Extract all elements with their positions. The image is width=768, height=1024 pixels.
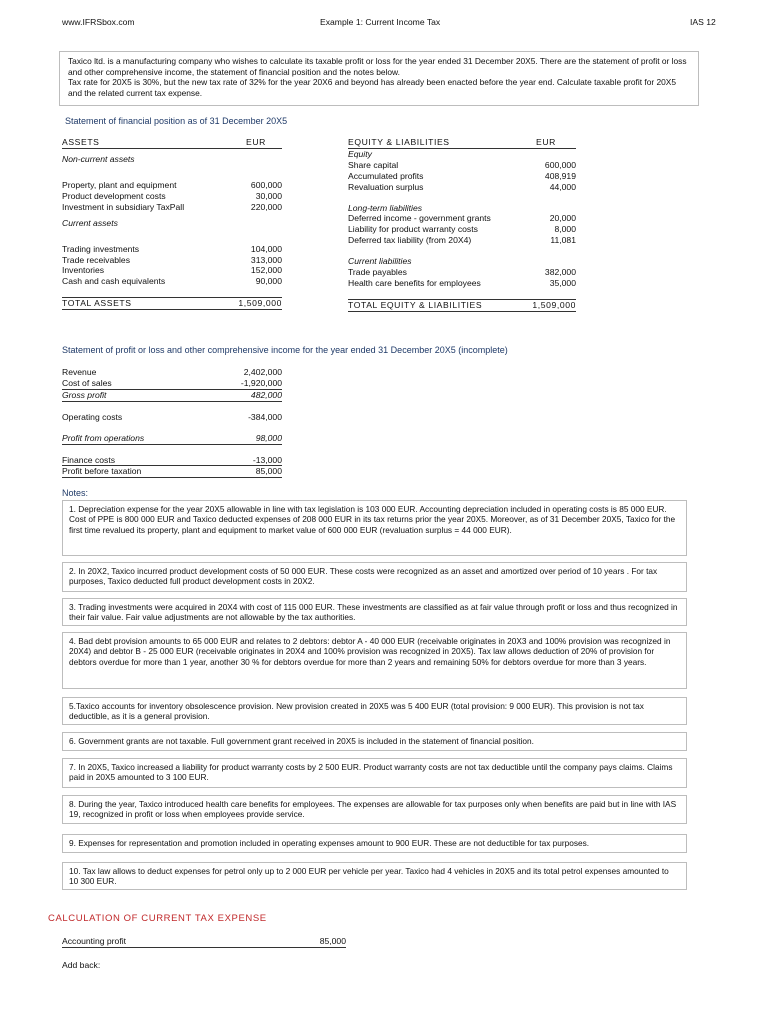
table-row: Deferred income - government grants 20,000 bbox=[348, 213, 576, 224]
equity-label: Equity bbox=[348, 148, 372, 159]
current-assets-label: Current assets bbox=[62, 217, 118, 228]
table-row: Investment in subsidiary TaxPall 220,000 bbox=[62, 201, 282, 212]
total-equity-liabilities-row: TOTAL EQUITY & LIABILITIES 1,509,000 bbox=[348, 299, 576, 310]
table-row: Cash and cash equivalents 90,000 bbox=[62, 276, 282, 287]
table-row: Deferred tax liability (from 20X4) 11,081 bbox=[348, 235, 576, 246]
table-row: Property, plant and equipment 600,000 bbox=[62, 179, 282, 190]
table-row: Revenue 2,402,000 bbox=[62, 367, 282, 377]
intro-text-tax-rate: Tax rate for 20X5 is 30%, but the new tax rate of 32% for the year 20X6 and beyond has already been enacted before the year end. Calculate taxable profit for 20X5 and the related current tax expense. bbox=[68, 77, 677, 98]
liabilities-table bbox=[348, 137, 576, 312]
accounting-profit-label: Accounting profit bbox=[62, 936, 127, 946]
pl-title: Statement of profit or loss and other comprehensive income for the year ended 31 December 20X5 (incomplete) bbox=[62, 345, 508, 355]
table-row: Share capital 600,000 bbox=[348, 159, 576, 170]
table-row: Accumulated profits 408,919 bbox=[348, 170, 576, 181]
table-row: Trade receivables 313,000 bbox=[62, 254, 282, 265]
intro-text: Taxico ltd. is a manufacturing company who wishes to calculate its taxable profit or loss for the year ended 31 December 20X5. There are the statement of profit or loss and other comprehensive income, the statement of financial position and the notes below. bbox=[68, 56, 687, 77]
assets-currency: EUR bbox=[222, 137, 282, 148]
liabilities-header: EQUITY & LIABILITIES bbox=[348, 137, 520, 148]
pl-table bbox=[62, 367, 282, 478]
note-10: 10. Tax law allows to deduct expenses for petrol only up to 2 000 EUR per vehicle per year. Taxico had 4 vehicles in 20X5 and its total petrol expenses amounted to 10 300 EUR. bbox=[62, 862, 687, 890]
table-row: Cost of sales -1,920,000 bbox=[62, 377, 282, 388]
profit-from-operations-row: Profit from operations 98,000 bbox=[62, 432, 282, 443]
current-liabilities-label: Current liabilities bbox=[348, 256, 412, 267]
standard-label: IAS 12 bbox=[690, 17, 716, 27]
assets-header-row bbox=[62, 137, 282, 148]
long-term-liabilities-label: Long-term liabilities bbox=[348, 202, 423, 213]
site-url: www.IFRSbox.com bbox=[62, 17, 135, 27]
total-assets-row: TOTAL ASSETS 1,509,000 bbox=[62, 298, 282, 309]
liabilities-currency: EUR bbox=[520, 137, 576, 148]
note-7: 7. In 20X5, Taxico increased a liability for product warranty costs by 2 500 EUR. Product warranty costs are not tax deductible until the company pays claims. Claims paid in 20X5 amounted to 3 100 EUR. bbox=[62, 758, 687, 788]
table-row: Revaluation surplus 44,000 bbox=[348, 181, 576, 192]
sfp-title: Statement of financial position as of 31 December 20X5 bbox=[65, 116, 288, 126]
table-row: Trade payables 382,000 bbox=[348, 267, 576, 278]
note-6: 6. Government grants are not taxable. Full government grant received in 20X5 is included in the statement of financial position. bbox=[62, 732, 687, 751]
table-row: Finance costs -13,000 bbox=[62, 454, 282, 465]
table-row: Health care benefits for employees 35,000 bbox=[348, 277, 576, 288]
notes-label: Notes: bbox=[62, 488, 89, 498]
accounting-profit-value: 85,000 bbox=[319, 936, 346, 946]
intro-box bbox=[59, 51, 699, 106]
note-4: 4. Bad debt provision amounts to 65 000 EUR and relates to 2 debtors: debtor A - 40 000 EUR (receivable originates in 20X3 and 100% provision was recognized in 20X4) and debtor B - 25 000 EUR (receivable originates in 20X4 and 100% provision was recognized in 20X5). Tax law allows deduction of 20% of provision for debtors overdue for more than 1 year, another 30 % for debtors overdue for more than 2 years and remaining 50% for debtors overdue for more than 3 years. bbox=[62, 632, 687, 689]
accounting-profit-row bbox=[62, 936, 346, 948]
profit-before-taxation-row: Profit before taxation 85,000 bbox=[62, 466, 282, 477]
note-3: 3. Trading investments were acquired in 20X4 with cost of 115 000 EUR. These investments are classified as at fair value through profit or loss and thus recognized in their fair value. Fair value adjustments are not allowable by the tax authorities. bbox=[62, 598, 687, 626]
assets-table bbox=[62, 137, 282, 310]
note-2: 2. In 20X2, Taxico incurred product development costs of 50 000 EUR. These costs were recognized as an asset and amortized over period of 10 years . For tax purposes, Taxico deducted full product development costs in 20X2. bbox=[62, 562, 687, 592]
gross-profit-row: Gross profit 482,000 bbox=[62, 389, 282, 400]
table-row: Inventories 152,000 bbox=[62, 265, 282, 276]
add-back-label: Add back: bbox=[62, 960, 101, 970]
table-row: Product development costs 30,000 bbox=[62, 190, 282, 201]
table-row: Liability for product warranty costs 8,000 bbox=[348, 224, 576, 235]
table-row: Operating costs -384,000 bbox=[62, 411, 282, 422]
note-5: 5.Taxico accounts for inventory obsolescence provision. New provision created in 20X5 was 5 400 EUR (total provision: 9 000 EUR). This provision is not tax deductible, as it is a general provision. bbox=[62, 697, 687, 725]
noncurrent-assets-label: Non-current assets bbox=[62, 153, 135, 164]
liabilities-header-row bbox=[348, 137, 576, 148]
assets-header: ASSETS bbox=[62, 137, 222, 148]
page-title: Example 1: Current Income Tax bbox=[320, 17, 441, 27]
note-9: 9. Expenses for representation and promotion included in operating expenses amount to 900 EUR. These are not deductible for tax purposes. bbox=[62, 834, 687, 853]
note-1: 1. Depreciation expense for the year 20X5 allowable in line with tax legislation is 103 000 EUR. Accounting depreciation included in operating costs is 85 000 EUR. Cost of PPE is 800 000 EUR and Taxico deducted expenses of 208 000 EUR in its tax returns prior the year 20X5. Moreover, as of 31 December 20X5, Taxico for the first time revalued its property, plant and equipment to market value of 600 000 EUR (revaluation surplus = 44 000 EUR). bbox=[62, 500, 687, 556]
note-8: 8. During the year, Taxico introduced health care benefits for employees. The expenses are allowable for tax purposes only when benefits are paid but in line with IAS 19, recognized in profit or loss when employees provide service. bbox=[62, 795, 687, 824]
calc-title: CALCULATION OF CURRENT TAX EXPENSE bbox=[48, 913, 267, 924]
table-row: Trading investments 104,000 bbox=[62, 243, 282, 254]
